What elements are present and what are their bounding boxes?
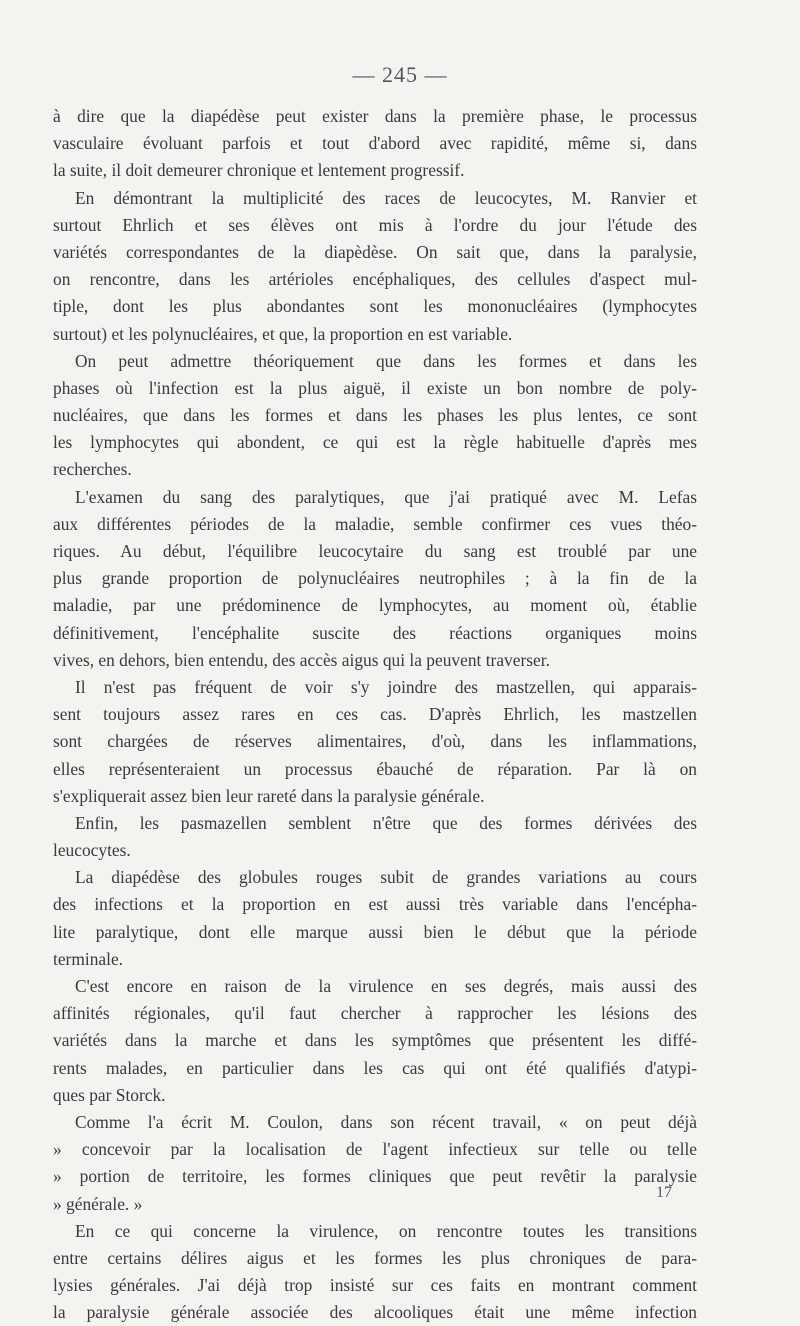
text-line: On peut admettre théoriquement que dans les formes et dans les	[75, 350, 697, 371]
paragraph	[53, 185, 697, 348]
text-line: les lymphocytes qui abondent, ce qui est la règle habituelle d'après mes	[53, 432, 697, 453]
text-line: leucocytes.	[53, 840, 131, 861]
paragraph	[53, 1109, 697, 1218]
text-line: sont chargées de réserves alimentaires, d'où, dans les inflammations,	[53, 731, 697, 752]
text-line: la paralysie générale associée des alcooliques était une même infection	[53, 1302, 697, 1323]
paragraph	[53, 1218, 697, 1326]
text-line: rents malades, en particulier dans les cas qui ont été qualifiés d'atypi-	[53, 1057, 697, 1078]
text-line: tiple, dont les plus abondantes sont les mononucléaires (lymphocytes	[53, 296, 697, 317]
text-line: ques par Storck.	[53, 1084, 166, 1105]
text-line: à dire que la diapédèse peut exister dans la première phase, le processus	[53, 106, 697, 126]
paragraph	[53, 810, 697, 864]
text-line: phases où l'infection est la plus aiguë, il existe un bon nombre de poly-	[53, 377, 697, 398]
signature-mark: 17	[656, 1184, 672, 1201]
text-line: plus grande proportion de polynucléaires neutrophiles ; à la fin de la	[53, 568, 697, 589]
text-line: Il n'est pas fréquent de voir s'y joindre des mastzellen, qui apparais-	[75, 676, 697, 697]
text-line: aux différentes périodes de la maladie, semble confirmer ces vues théo-	[53, 513, 697, 534]
text-line: variétés correspondantes de la diapèdèse. On sait que, dans la paralysie,	[53, 241, 697, 262]
paragraph	[53, 674, 697, 810]
text-line: on rencontre, dans les artérioles encéphaliques, des cellules d'aspect mul-	[53, 269, 697, 290]
text-line: des infections et la proportion en est aussi très variable dans l'encépha-	[53, 894, 697, 915]
text-line: vasculaire évoluant parfois et tout d'abord avec rapidité, même si, dans	[53, 133, 697, 154]
text-line: la suite, il doit demeurer chronique et lentement progressif.	[53, 160, 465, 181]
text-line: Comme l'a écrit M. Coulon, dans son récent travail, « on peut déjà	[75, 1111, 697, 1132]
text-line: riques. Au début, l'équilibre leucocytaire du sang est troublé par une	[53, 541, 697, 561]
paragraph	[53, 484, 697, 674]
text-line: surtout Ehrlich et ses élèves ont mis à l'ordre du jour l'étude des	[53, 214, 697, 235]
text-line: Enfin, les pasmazellen semblent n'être que des formes dérivées des	[75, 812, 697, 833]
text-line: En ce qui concerne la virulence, on rencontre toutes les transitions	[75, 1220, 697, 1241]
text-line: maladie, par une prédominence de lymphocytes, au moment où, établie	[53, 595, 697, 616]
text-line: » concevoir par la localisation de l'agent infectieux sur telle ou telle	[53, 1139, 697, 1160]
page-number: — 245 —	[352, 62, 448, 87]
text-line: » générale. »	[53, 1193, 143, 1214]
text-line: sent toujours assez rares en ces cas. D'après Ehrlich, les mastzellen	[53, 704, 697, 725]
text-line: entre certains délires aigus et les formes les plus chroniques de para-	[53, 1247, 697, 1268]
body-text	[53, 103, 697, 1326]
paragraph	[53, 973, 697, 1109]
text-line: variétés dans la marche et dans les symptômes que présentent les diffé-	[53, 1030, 697, 1051]
text-line: L'examen du sang des paralytiques, que j'ai pratiqué avec M. Lefas	[75, 486, 697, 507]
text-line: elles représenteraient un processus ébauché de réparation. Par là on	[53, 758, 697, 779]
paragraph	[53, 348, 697, 484]
text-line: affinités régionales, qu'il faut chercher à rapprocher les lésions des	[53, 1003, 697, 1024]
text-line: La diapédèse des globules rouges subit de grandes variations au cours	[75, 867, 697, 888]
text-line: lysies générales. J'ai déjà trop insisté sur ces faits en montrant comment	[53, 1275, 697, 1296]
text-line: C'est encore en raison de la virulence en ses degrés, mais aussi des	[75, 976, 697, 996]
text-line: nucléaires, que dans les formes et dans les phases les plus lentes, ce sont	[53, 405, 697, 426]
text-line: définitivement, l'encéphalite suscite des réactions organiques moins	[53, 622, 697, 643]
text-line: » portion de territoire, les formes cliniques que peut revêtir la paralysie	[53, 1166, 697, 1187]
text-line: lite paralytique, dont elle marque aussi bien le début que la période	[53, 921, 697, 942]
text-line: recherches.	[53, 459, 132, 480]
text-line: surtout) et les polynucléaires, et que, la proportion en est variable.	[53, 323, 513, 344]
paragraph	[53, 864, 697, 973]
paragraph	[53, 103, 697, 185]
text-line: vives, en dehors, bien entendu, des accès aigus qui la peuvent traverser.	[53, 649, 550, 670]
text-line: En démontrant la multiplicité des races de leucocytes, M. Ranvier et	[75, 187, 697, 208]
text-line: terminale.	[53, 948, 124, 969]
text-line: s'expliquerait assez bien leur rareté dans la paralysie générale.	[53, 785, 485, 806]
